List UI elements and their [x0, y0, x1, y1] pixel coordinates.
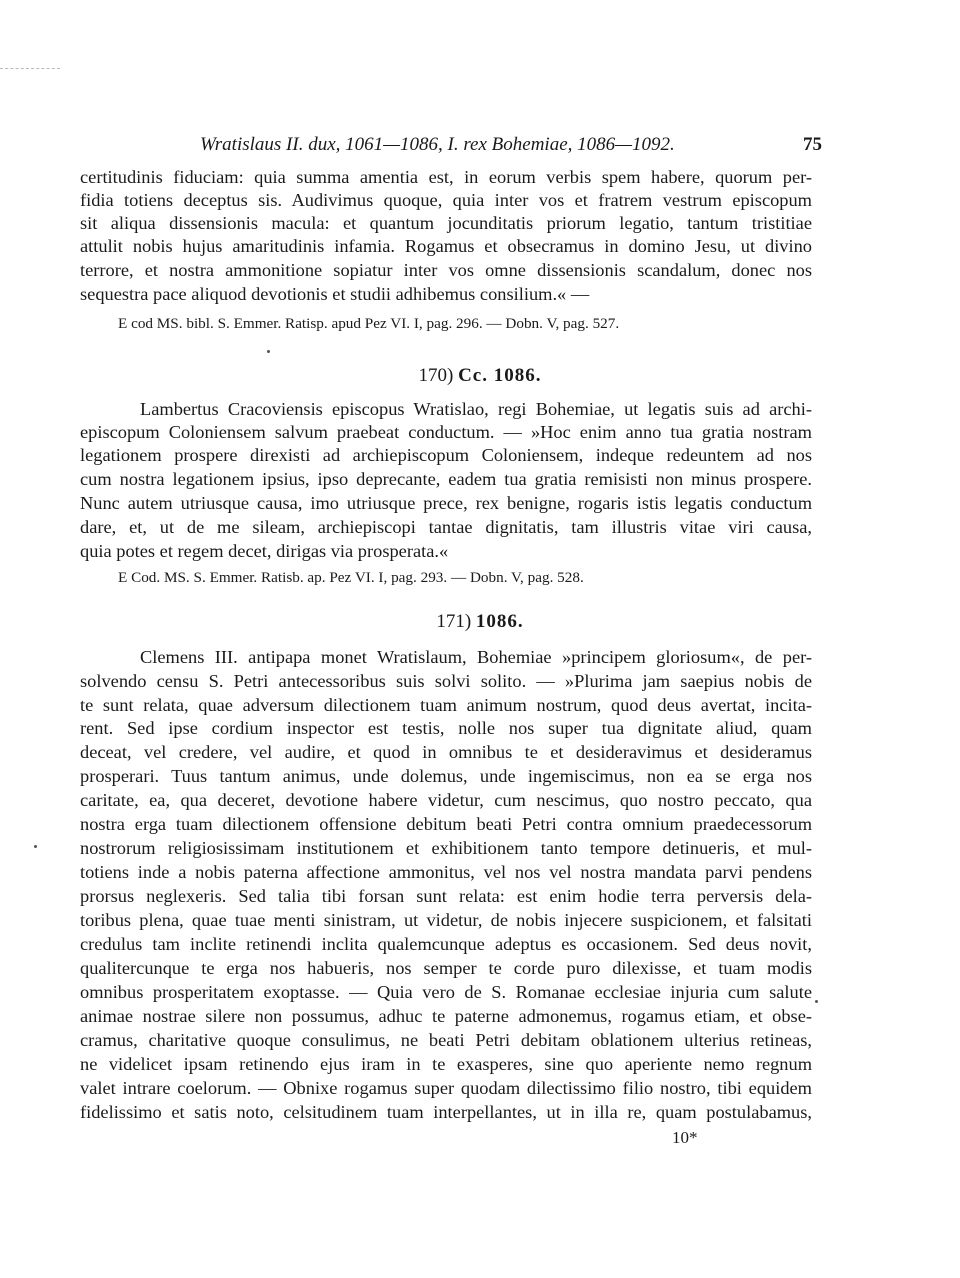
- text-line: legationem prospere direxisti ad archiepiscopum Coloniensem, indeque redeuntem ad nos: [80, 445, 812, 465]
- source-citation: E cod MS. bibl. S. Emmer. Ratisp. apud Pez VI. I, pag. 296. — Dobn. V, pag. 527.: [118, 315, 620, 332]
- printer-signature: 10*: [672, 1128, 698, 1147]
- text-line: cum nostra legationem ipsius, ipso deprecante, eadem tua gratia remisisti non minus prospere.: [80, 469, 812, 489]
- text-line: sequestra pace aliquod devotionis et studii adhibemus consilium.« —: [80, 284, 590, 304]
- page-number: 75: [803, 134, 822, 155]
- text-line: animae nostrae silere non possumus, adhuc te paterne admonemus, rogamus etiam, et obse-: [80, 1006, 812, 1026]
- document-date: 1086.: [475, 611, 524, 632]
- text-line: quia potes et regem decet, dirigas via prosperata.«: [80, 541, 449, 561]
- document-heading: [0, 364, 960, 388]
- running-title: Wratislaus II. dux, 1061—1086, I. rex Bohemiae, 1086—1092.: [200, 134, 675, 155]
- text-line: deceat, vel credere, vel audire, et quod in omnibus te et desideravimus et desideramus: [80, 742, 812, 762]
- text-line: sit aliqua dissensionis macula: et quantum jocunditatis priorum legatio, tantum tristitiae: [80, 213, 812, 233]
- scan-edge-mark: [0, 68, 60, 69]
- text-line: attulit nobis hujus amaritudinis infamia. Rogamus et obsecramus in domino Jesu, ut divino: [80, 236, 812, 256]
- text-line: caritate, ea, qua deceret, devotione habere videtur, cum nescimus, quo nostro peccato, qua: [80, 790, 812, 810]
- document-number: 170): [418, 365, 454, 386]
- text-line: episcopum Coloniensem salvum praebeat conductum. — »Hoc enim anno tua gratia nostram: [80, 422, 812, 442]
- document-heading: [0, 610, 960, 634]
- text-line: Nunc autem utriusque causa, imo utriusque prece, rex benigne, rogaris istis legatis conductum: [80, 493, 812, 513]
- scan-speck: [34, 845, 37, 848]
- text-line: certitudinis fiduciam: quia summa amentia est, in eorum verbis spem habere, quorum per-: [80, 167, 812, 187]
- text-line: credulus tam inclite retinendi inclita qualemcunque adeptus es occasionem. Sed deus novit,: [80, 934, 812, 954]
- text-line: terrore, et nostra ammonitione sopiatur inter vos omne dissensionis scandalum, donec nos: [80, 260, 812, 280]
- text-line: nostra erga tuam dilectionem offensione debitum beati Petri contra omnium praedecessorum: [80, 814, 812, 834]
- text-line: cramus, charitative quoque consulimus, ne beati Petri debitam oblationem ulterius retineas,: [80, 1030, 812, 1050]
- text-line: te sunt relata, quae adversum dilectionem tuam animum nostrum, quod deus avertat, incita-: [80, 695, 812, 715]
- text-line: totiens inde a nobis paterna affectione ammonitus, vel nos vel nostra mandata parvi pendens: [80, 862, 812, 882]
- scan-speck: [267, 350, 270, 353]
- text-line: omnibus prosperitatem exoptasse. — Quia vero de S. Romanae ecclesiae injuria cum salute: [80, 982, 812, 1002]
- text-line: fidelissimo et satis noto, celsitudinem tuam interpellantes, ut in illa re, quam postulabamus,: [80, 1102, 812, 1122]
- scan-speck: [815, 1000, 818, 1003]
- text-line: ne videlicet ipsam retinendo ejus iram in te exasperes, sine quo aperiente nemo regnum: [80, 1054, 812, 1074]
- text-line: solvendo censu S. Petri antecessoribus suis solvi solito. — »Plurima jam saepius nobis de: [80, 671, 812, 691]
- text-line: fidia totiens deceptus sis. Audivimus quoque, quia inter vos et fratrem vestrum episcopum: [80, 190, 812, 210]
- text-line: prosperari. Tuus tantum animus, unde dolemus, unde ingemiscimus, non ea se erga nos: [80, 766, 812, 786]
- text-line: prorsus neglexeris. Sed talia tibi forsan sunt relata: est enim hodie terra perversis dela-: [80, 886, 812, 906]
- text-line: toribus plena, quae tuae menti sinistram, ut videtur, de nobis injecere suspicionem, et falsitati: [80, 910, 812, 930]
- text-line: Lambertus Cracoviensis episcopus Wratislao, regi Bohemiae, ut legatis suis ad archi-: [140, 399, 812, 419]
- text-line: nostrorum religiosissimam institutionem et exhibitionem tanto tempore detinueris, et mul-: [80, 838, 812, 858]
- text-line: Clemens III. antipapa monet Wratislaum, Bohemiae »principem gloriosum«, de per-: [140, 647, 812, 667]
- running-header: [200, 132, 822, 158]
- text-line: qualitercunque te erga nos habueris, nos semper te corde puro dilexisse, et tuam modis: [80, 958, 812, 978]
- text-line: valet intrare coelorum. — Obnixe rogamus super quodam dilectissimo filio nostro, tibi equidem: [80, 1078, 812, 1098]
- document-number: 171): [436, 611, 472, 632]
- source-citation: E Cod. MS. S. Emmer. Ratisb. ap. Pez VI. I, pag. 293. — Dobn. V, pag. 528.: [118, 569, 584, 586]
- text-line: rent. Sed ipse cordium inspector est testis, nolle nos super tua dignitate aliud, quam: [80, 718, 812, 738]
- text-line: dare, et, ut de me sileam, archiepiscopi tantae dignitatis, tam illustris vitae viri causa,: [80, 517, 812, 537]
- document-date: Cc. 1086.: [458, 365, 542, 386]
